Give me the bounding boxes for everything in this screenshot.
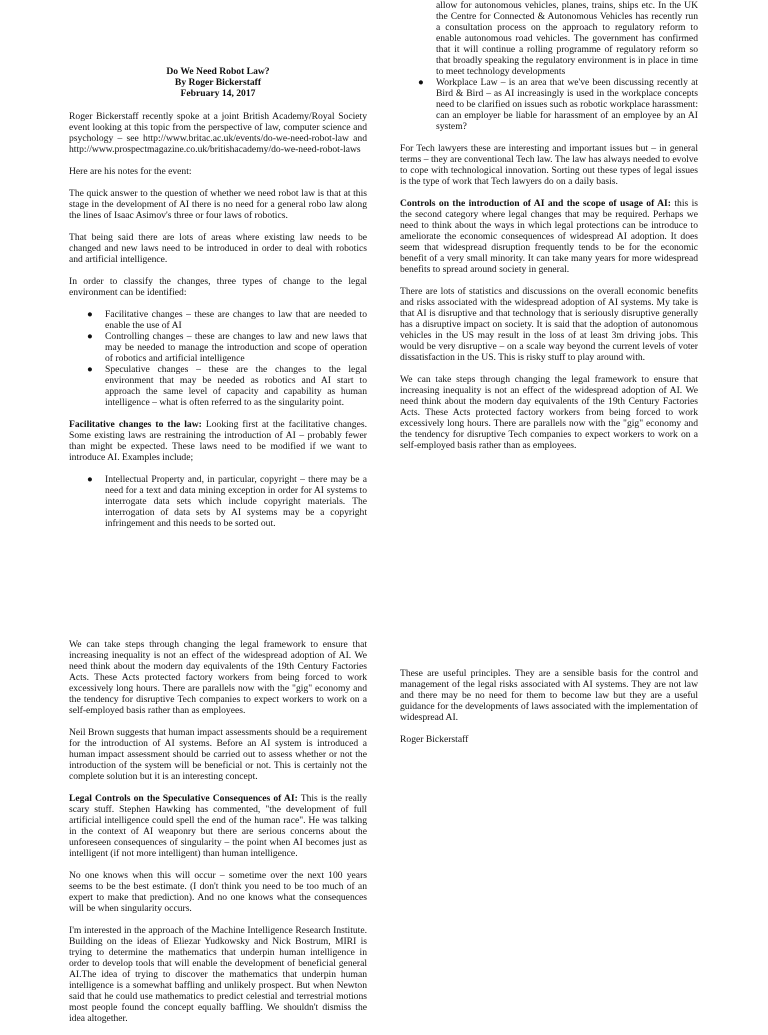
miri-paragraph: I'm interested in the approach of the Machine Intelligence Research Institute. Building on the ideas of Eliezar Yudkowsky and Nick Bostrum, MIRI is trying to determine the mathematics that underpin human intelligence in order to develop tools that will enable the development of beneficial general AI.The idea of trying to discover the mathematics that underpin human intelligence is a somewhat baffling and unlikely prospect. But when Newton said that he could use mathematics to predict celestial and terrestrial motions most people found the concept equally baffling. We shouldn't dismiss the idea altogether. xyxy=(69,925,367,1024)
change-types-list xyxy=(69,309,367,408)
list-item: ● Workplace Law – is an area that we've been discussing recently at Bird & Bird – as AI increasingly is used in the workplace concepts need to be clarified on issues such as robotic workplace harassment: can an employer be liable for harassment of an employee by an AI system? xyxy=(418,77,698,132)
article-title: Do We Need Robot Law? xyxy=(166,66,270,77)
neil-brown-paragraph: Neil Brown suggests that human impact assessments should be a requirement for the introduction of AI systems. Before an AI system is introduced a human impact assessment should be carried out to assess whether or not the introduction of the system will be beneficial or not. This is certainly not the complete solution but it is an interesting concept. xyxy=(69,727,367,782)
left-column-top xyxy=(69,66,367,540)
speculative-paragraph: Legal Controls on the Speculative Consequences of AI: This is the really scary stuff. Stephen Hawking has commented, "the development of full artificial intelligence could spell the end of the human race". He was talking in the context of AI weaponry but there are serious concerns about the unforeseen consequences of singularity – the point when AI becomes just as intelligent (if not more intelligent) than human intelligence. xyxy=(69,793,367,859)
left-column-bottom xyxy=(69,639,367,1035)
article-title-block xyxy=(69,66,367,99)
examples-list xyxy=(69,474,367,529)
steps-paragraph: We can take steps through changing the legal framework to ensure that increasing inequality is not an effect of the widespread adoption of AI. We need think about the modern day equivalents of the 19th Century Factories Acts. These Acts protected factory workers from being forced to work excessively long hours. There are parallels now with the "gig" economy and the tendency for disruptive Tech companies to expect workers to work on a self-employed basis rather than as employees. xyxy=(400,374,698,451)
list-item: ● Speculative changes – these are the changes to the legal environment that may be needed as robotics and AI start to approach the same level of capacity and capability as human intelligence – what is often referred to as the singularity point. xyxy=(87,364,367,408)
facilitative-paragraph: Facilitative changes to the law: Looking first at the facilitative changes. Some existing laws are restraining the introduction of AI – probably fewer than might be expected. These laws need to be modified if we want to introduce AI. Examples include; xyxy=(69,419,367,463)
controls-heading: Controls on the introduction of AI and the scope of usage of AI: xyxy=(400,198,671,209)
bullet-icon: ● xyxy=(87,331,93,342)
bullet-icon: ● xyxy=(87,309,93,320)
areas-paragraph: That being said there are lots of areas where existing law needs to be changed and new laws need to be introduced in order to deal with robotics and artificial intelligence. xyxy=(69,232,367,265)
controls-paragraph: Controls on the introduction of AI and the scope of usage of AI: this is the second category where legal changes that may be required. Perhaps we need to think about the ways in which legal protections can be introduce to ameliorate the economic consequences of widespread AI adoption. It does seem that widespread disruption frequently tends to be for the economic benefit of a very small minority. It can take many years for more widespread benefits to spread around society in general. xyxy=(400,198,698,275)
notes-paragraph: Here are his notes for the event: xyxy=(69,166,192,177)
right-column-top xyxy=(400,0,698,462)
right-column-bottom xyxy=(400,668,698,756)
signoff: Roger Bickerstaff xyxy=(400,734,469,745)
classify-paragraph: In order to classify the changes, three types of change to the legal environment can be identified: xyxy=(69,276,367,298)
list-item: allow for autonomous vehicles, planes, trains, ships etc. In the UK the Centre for Connected & Autonomous Vehicles has recently run a consultation process on the approach to regulatory reform to enable autonomous road vehicles. The government has confirmed that it will continue a rolling programme of regulatory reform so that broadly speaking the regulatory environment is in place in time to meet technology developments xyxy=(436,0,698,77)
article-author: By Roger Bickerstaff xyxy=(174,77,262,88)
bullet-icon: ● xyxy=(87,364,93,375)
list-item: ● Controlling changes – these are changes to law and new laws that may be needed to manage the introduction and scope of operation of robotics and artificial intelligence xyxy=(87,331,367,364)
article-date: February 14, 2017 xyxy=(180,88,256,99)
no-one-knows-paragraph: No one knows when this will occur – sometime over the next 100 years seems to be the best estimate. (I don't think you need to be too much of an expert to make that prediction). And no one knows what the consequences will be when singularity occurs. xyxy=(69,870,367,914)
list-item: ● Facilitative changes – these are changes to law that are needed to enable the use of AI xyxy=(87,309,367,331)
page-bottom-section xyxy=(0,639,768,1024)
bullet-icon: ● xyxy=(418,77,424,88)
quick-answer-paragraph: The quick answer to the question of whether we need robot law is that at this stage in the development of AI there is no need for a general robo law along the lines of Isaac Asimov's three or four laws of robotics. xyxy=(69,188,367,221)
statistics-paragraph: There are lots of statistics and discussions on the overall economic benefits and risks associated with the widespread adoption of AI systems. My take is that AI is disruptive and that technology that is seriously disruptive generally has a disruptive impact on society. It is said that the adoption of autonomous vehicles in the US may result in the loss of at least 3m driving jobs. This would be very disruptive – on a scale way beyond the current levels of voter dissatisfaction in the US. This is risky stuff to play around with. xyxy=(400,286,698,363)
tech-lawyers-paragraph: For Tech lawyers these are interesting and important issues but – in general terms – they are conventional Tech law. The law has always needed to evolve to cope with technological innovation. Sorting out these types of legal issues is the type of work that Tech lawyers do on a daily basis. xyxy=(400,143,698,187)
list-item: ● Intellectual Property and, in particular, copyright – there may be a need for a text and data mining exception in order for AI systems to interrogate data sets which include copyright materials. The interrogation of data sets by AI systems may be a copyright infringement and this needs to be sorted out. xyxy=(87,474,367,529)
principles-paragraph: These are useful principles. They are a sensible basis for the control and management of the legal risks associated with AI systems. They are not law and there may be no need for them to become law but they are a useful guidance for the developments of laws associated with the implementation of widespread AI. xyxy=(400,668,698,723)
examples-list-continued xyxy=(400,0,698,132)
facilitative-heading: Facilitative changes to the law: xyxy=(69,419,202,430)
bullet-icon: ● xyxy=(87,474,93,485)
steps-paragraph-continued: We can take steps through changing the legal framework to ensure that increasing inequality is not an effect of the widespread adoption of AI. We need think about the modern day equivalents of the 19th Century Factories Acts. These Acts protected factory workers from being forced to work excessively long hours. There are parallels now with the "gig" economy and the tendency for disruptive Tech companies to expect workers to work on a self-employed basis rather than as employees. xyxy=(69,639,367,716)
speculative-heading: Legal Controls on the Speculative Consequences of AI: xyxy=(69,793,298,804)
intro-paragraph: Roger Bickerstaff recently spoke at a joint British Academy/Royal Society event looking at this topic from the perspective of law, computer science and psychology – see http://www.britac.ac.uk/events/do-we-need-robot-law and http://www.prospectmagazine.co.uk/britishacademy/do-we-need-robot-laws xyxy=(69,111,367,155)
